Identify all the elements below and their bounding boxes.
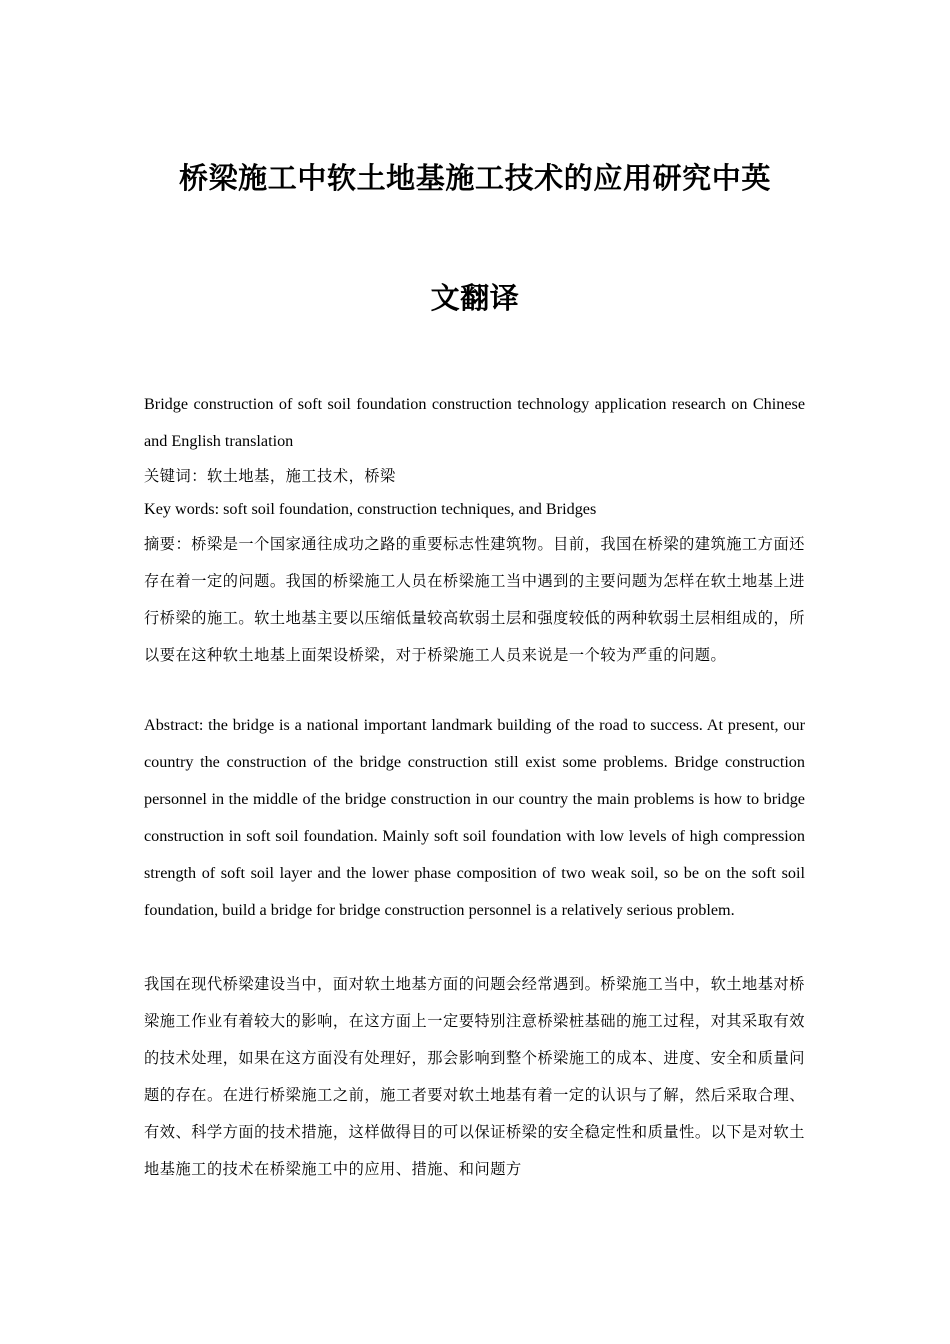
document-title-line-1: 桥梁施工中软土地基施工技术的应用研究中英 (178, 161, 771, 195)
keywords-zh-block (144, 459, 805, 493)
abstract-chinese: 摘要：桥梁是一个国家通往成功之路的重要标志性建筑物。目前，我国在桥梁的建筑施工方面还存在着一定的问题。我国的桥梁施工人员在桥梁施工当中遇到的主要问题为怎样在软土地基上进行桥梁的施工。软土地基主要以压缩低量较高软弱土层和强度较低的两种软弱土层相组成的，所以要在这种软土地基上面架设桥梁，对于桥梁施工人员来说是一个较为严重的问题。 (144, 535, 805, 664)
document-title-line-2: 文翻译 (430, 281, 520, 315)
intro-paragraph: 我国在现代桥梁建设当中，面对软土地基方面的问题会经常遇到。桥梁施工当中，软土地基对桥梁施工作业有着较大的影响，在这方面上一定要特别注意桥梁桩基础的施工过程，对其采取有效的技术处理，如果在这方面没有处理好，那会影响到整个桥梁施工的成本、进度、安全和质量问题的存在。在进行桥梁施工之前，施工者要对软土地基有着一定的认识与了解，然后采取合理、有效、科学方面的技术措施，这样做得目的可以保证桥梁的安全稳定性和质量性。以下是对软土地基施工的技术在桥梁施工中的应用、措施、和问题方 (144, 975, 805, 1178)
abstract-en-block (144, 707, 805, 929)
keywords-en-block (144, 492, 805, 526)
english-title: Bridge construction of soft soil foundation construction technology application research on Chinese and English translation (144, 395, 805, 450)
keywords-chinese: 关键词：软土地基，施工技术，桥梁 (144, 467, 396, 485)
intro-zh-block (144, 966, 805, 1188)
abstract-zh-block (144, 526, 805, 674)
keywords-english: Key words: soft soil foundation, construction techniques, and Bridges (144, 500, 597, 518)
abstract-english: Abstract: the bridge is a national important landmark building of the road to success. At present, our country the construction of the bridge construction still exist some problems. Bridge construction personnel in the middle of the bridge construction in our country the main problems is how to bridge construction in soft soil foundation. Mainly soft soil foundation with low levels of high compression strength of soft soil layer and the lower phase composition of two weak soil, so be on the soft soil foundation, build a bridge for bridge construction personnel is a relatively serious problem. (144, 716, 805, 919)
english-title-block (144, 386, 805, 460)
